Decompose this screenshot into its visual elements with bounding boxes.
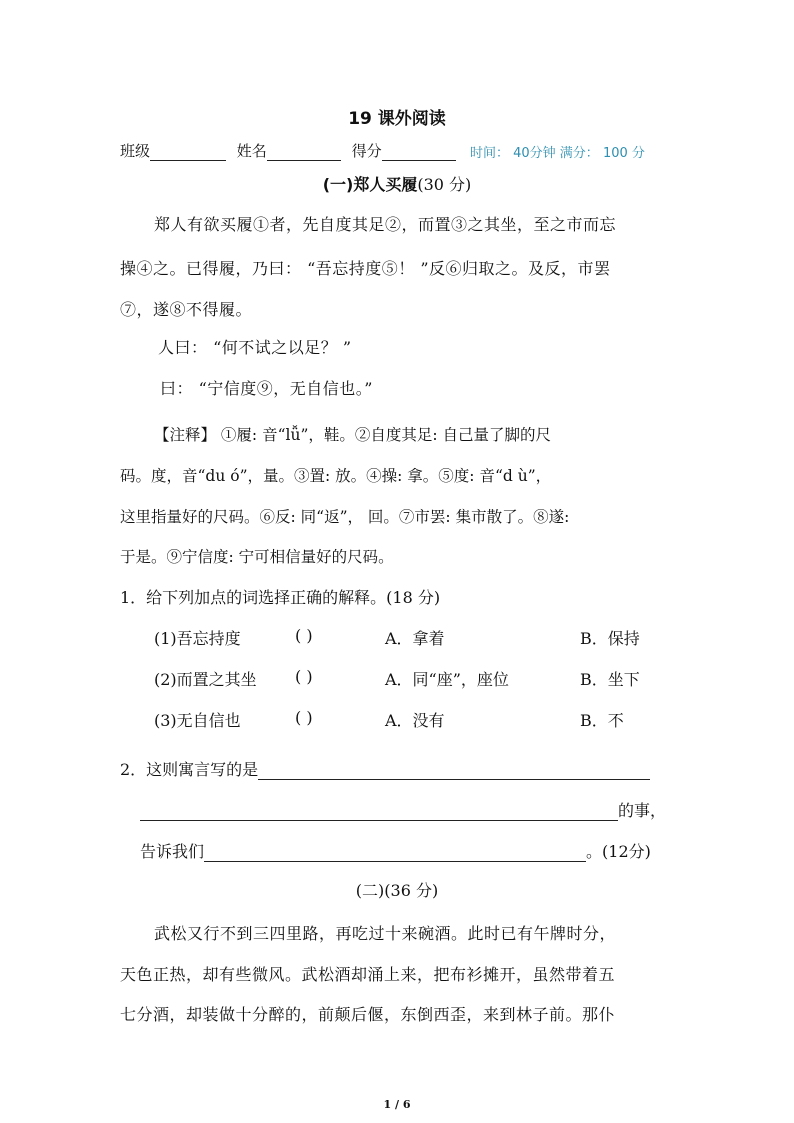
score-blank[interactable] xyxy=(382,145,456,161)
score-label: 得分 xyxy=(351,142,382,160)
q1-option-b[interactable]: B．保持 xyxy=(580,629,640,648)
q1-option-a[interactable]: A．没有 xyxy=(385,711,445,730)
q1-phrase: (1)吾忘持度 xyxy=(154,629,241,648)
student-info-line xyxy=(120,140,456,161)
q2-line3-end: 。(12分) xyxy=(586,842,651,861)
section1-dialogue-line: 人曰： “何不试之以足？ ” xyxy=(158,338,352,357)
notes-line: 于是。⑨宁信度: 宁可相信量好的尺码。 xyxy=(120,548,394,566)
time-score-info: 时间： 40分钟 满分： 100 分 xyxy=(470,146,645,161)
section2-points: (36 分) xyxy=(384,881,439,900)
q1-option-a[interactable]: A．拿着 xyxy=(385,629,445,648)
q2-answer-blank[interactable] xyxy=(258,763,650,780)
notes-line: 【注释】 ①履: 音“lǚ”，鞋。②自度其足: 自己量了脚的尺 xyxy=(154,426,552,444)
q2-line2-end: 的事， xyxy=(618,801,667,820)
section2-title xyxy=(0,878,794,901)
q2-answer-blank[interactable] xyxy=(204,845,586,862)
section1-heading: (一)郑人买履 xyxy=(322,175,418,194)
question2-line1 xyxy=(120,757,650,780)
q1-option-b[interactable]: B．坐下 xyxy=(580,670,640,689)
page-title: 19 课外阅读 xyxy=(348,109,446,129)
q1-answer-paren[interactable]: ( ) xyxy=(295,667,313,686)
q1-answer-paren[interactable]: ( ) xyxy=(295,708,313,727)
section1-paragraph-line: ⑦，遂⑧不得履。 xyxy=(120,300,253,319)
section2-paragraph-line: 七分酒，却装做十分醉的，前颠后偃，东倒西歪，来到林子前。那仆 xyxy=(120,1005,616,1024)
section2-paragraph-line: 武松又行不到三四里路，再吃过十来碗酒。此时已有午牌时分， xyxy=(154,924,617,943)
q1-option-b[interactable]: B．不 xyxy=(580,711,624,730)
q2-answer-blank[interactable] xyxy=(140,804,618,821)
section2-paragraph-line: 天色正热，却有些微风。武松酒却涌上来，把布衫摊开，虽然带着五 xyxy=(120,965,616,984)
q2-line3-start: 告诉我们 xyxy=(140,842,205,861)
q1-phrase: (2)而置之其坐 xyxy=(154,670,257,689)
question2-line3 xyxy=(140,839,651,862)
q1-answer-paren[interactable]: ( ) xyxy=(295,626,313,645)
section1-paragraph-line: 操④之。已得履，乃曰： “吾忘持度⑤！ ”反⑥归取之。及反，市罢 xyxy=(120,259,611,278)
notes-line: 码。度，音“du ó”，量。③置: 放。④操: 拿。⑤度: 音“d ù”， xyxy=(120,467,552,485)
notes-line: 这里指量好的尺码。⑥反: 同“返”， 回。⑦市罢: 集市散了。⑧遂: xyxy=(120,508,570,526)
name-label: 姓名 xyxy=(236,142,267,160)
page-number: 1 / 6 xyxy=(383,1098,411,1111)
section1-dialogue-line: 曰： “宁信度⑨，无自信也。” xyxy=(160,379,373,398)
question2-line2 xyxy=(140,798,666,821)
section1-title xyxy=(0,172,794,195)
section1-points: (30 分) xyxy=(417,175,472,194)
question1-stem: 1．给下列加点的词选择正确的解释。(18 分) xyxy=(120,588,441,607)
class-label: 班级 xyxy=(120,142,151,160)
q1-option-a[interactable]: A．同“座”，座位 xyxy=(385,670,509,689)
section1-paragraph-line: 郑人有欲买履①者，先自度其足②，而置③之其坐，至之市而忘 xyxy=(154,215,617,234)
class-blank[interactable] xyxy=(150,145,226,161)
name-blank[interactable] xyxy=(267,145,341,161)
section2-heading: (二) xyxy=(355,881,385,900)
q1-phrase: (3)无自信也 xyxy=(154,711,241,730)
question2-stem: 2．这则寓言写的是 xyxy=(120,760,259,779)
